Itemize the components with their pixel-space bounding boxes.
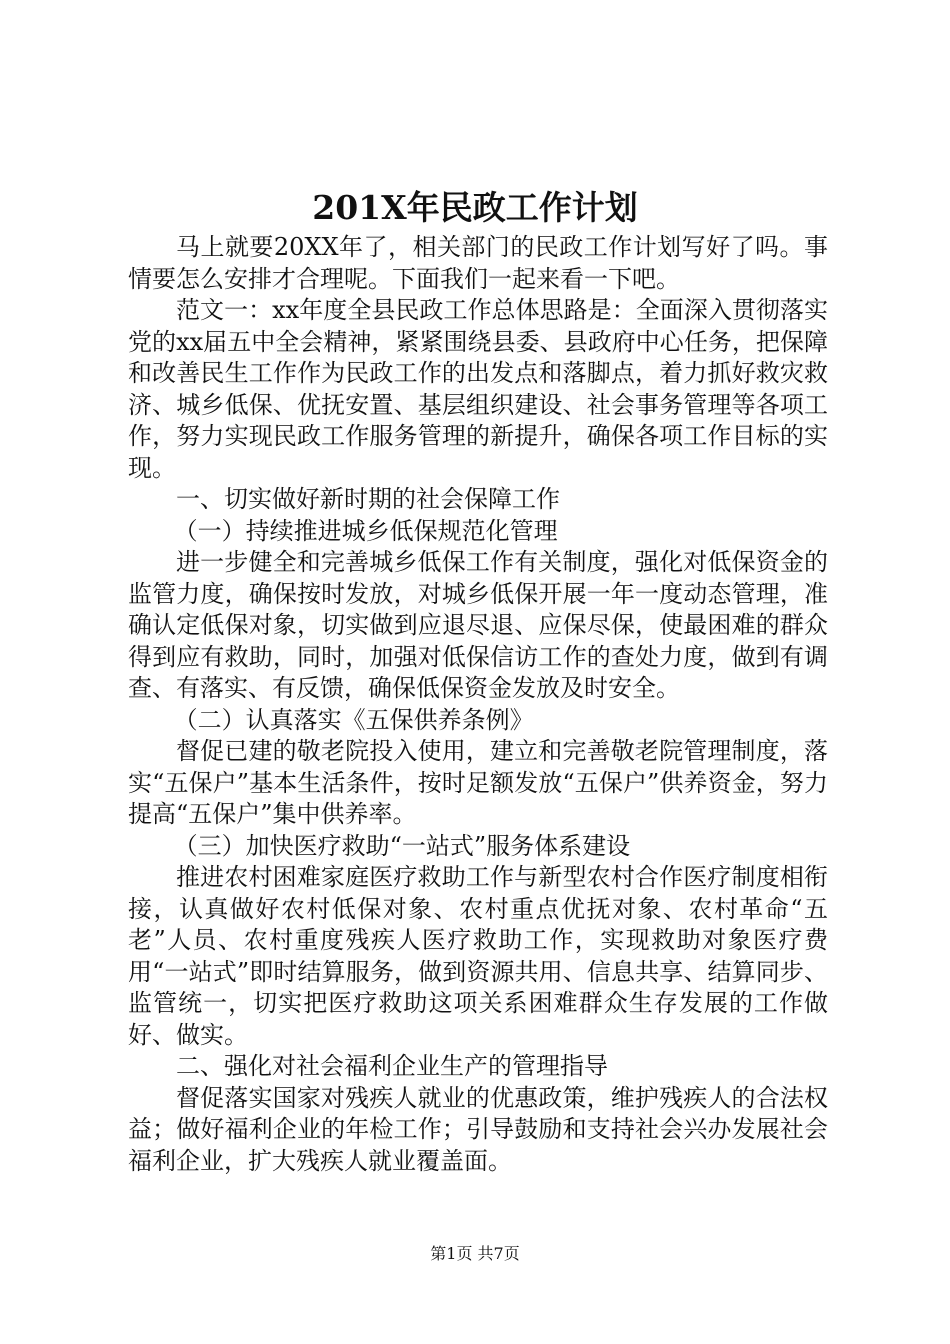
subsection-heading-low-income: （一）持续推进城乡低保规范化管理 — [173, 516, 558, 545]
welfare-enterprises-paragraph: 督促落实国家对残疾人就业的优惠政策，维护残疾人的合法权益；做好福利企业的年检工作；引导鼓励和支持社会兴办发展社会福利企业，扩大残疾人就业覆盖面。 — [128, 1083, 828, 1175]
medical-aid-paragraph: 推进农村困难家庭医疗救助工作与新型农村合作医疗制度相衔接，认真做好农村低保对象、农村重点优抚对象、农村革命“五老”人员、农村重度残疾人医疗救助工作，实现救助对象医疗费用“一站式”即时结算服务，做到资源共用、信息共享、结算同步、监管统一，切实把医疗救助这项关系困难群众生存发展的工作做好、做实。 — [128, 863, 828, 1049]
intro-paragraph: 马上就要20XX年了，相关部门的民政工作计划写好了吗。事情要怎么安排才合理呢。下面我们一起来看一下吧。 — [128, 233, 828, 293]
low-income-paragraph: 进一步健全和完善城乡低保工作有关制度，强化对低保资金的监管力度，确保按时发放，对城乡低保开展一年一度动态管理，准确认定低保对象，切实做到应退尽退、应保尽保，使最困难的群众得到应有救助，同时，加强对低保信访工作的查处力度，做到有调查、有落实、有反馈，确保低保资金发放及时安全。 — [128, 548, 828, 702]
subsection-heading-five-guarantees: （二）认真落实《五保供养条例》 — [173, 705, 534, 734]
five-guarantees-paragraph: 督促已建的敬老院投入使用，建立和完善敬老院管理制度，落实“五保户”基本生活条件，按时足额发放“五保户”供养资金，努力提高“五保户”集中供养率。 — [128, 737, 828, 828]
document-body — [128, 232, 828, 1177]
sample-one-paragraph: 范文一：xx年度全县民政工作总体思路是：全面深入贯彻落实党的xx届五中全会精神，紧紧围绕县委、县政府中心任务，把保障和改善民生工作作为民政工作的出发点和落脚点，着力抓好救灾救济、城乡低保、优抚安置、基层组织建设、社会事务管理等各项工作，努力实现民政工作服务管理的新提升，确保各项工作目标的实现。 — [128, 296, 828, 482]
section-heading-welfare-enterprises: 二、强化对社会福利企业生产的管理指导 — [176, 1052, 608, 1080]
subsection-heading-medical-aid: （三）加快医疗救助“一站式”服务体系建设 — [173, 831, 631, 860]
document-title: 201X年民政工作计划 — [312, 188, 638, 227]
section-heading-social-security: 一、切实做好新时期的社会保障工作 — [176, 485, 560, 513]
page-number-footer: 第1页 共7页 — [430, 1244, 520, 1263]
